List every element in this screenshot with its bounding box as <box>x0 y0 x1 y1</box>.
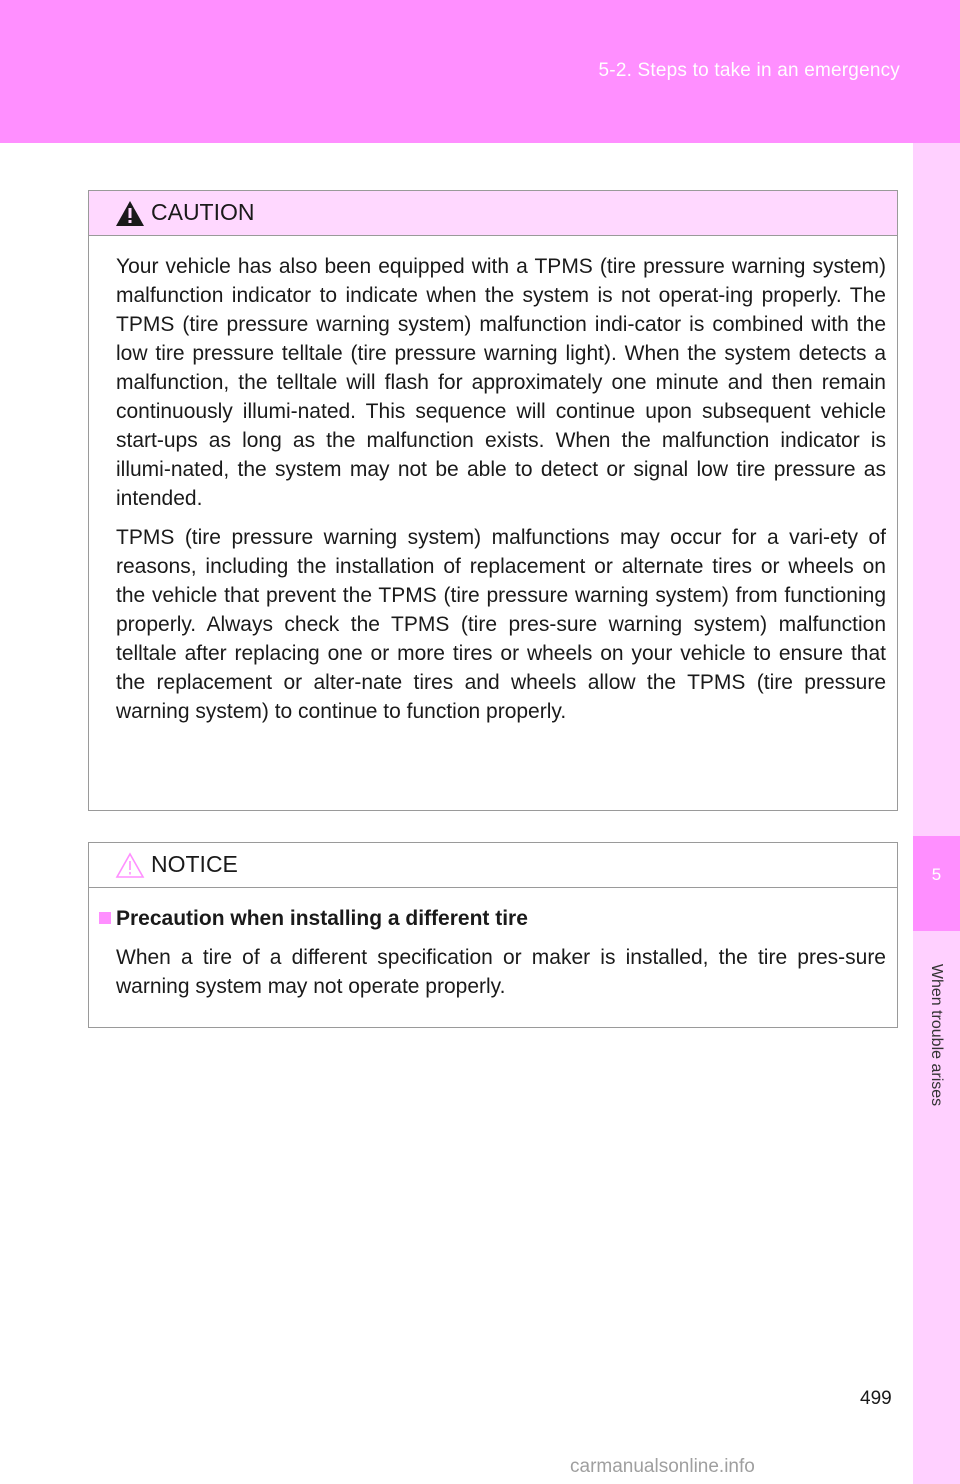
caution-box <box>88 190 898 811</box>
chapter-number: 5 <box>913 836 960 931</box>
section-title: 5-2. Steps to take in an emergency <box>598 60 900 81</box>
caution-title: CAUTION <box>151 199 255 225</box>
chapter-label: When trouble arises <box>928 963 945 1107</box>
side-tab <box>913 143 960 1484</box>
notice-subheading-text: Precaution when installing a different tire <box>116 907 528 930</box>
notice-triangle-icon <box>115 852 145 879</box>
caution-paragraph: Your vehicle has also been equipped with a TPMS (tire pressure warning system) malfunction indicator to indicate when the system is not operat-ing properly. The TPMS (tire pressure warning system) malfunction indi-cator is combined with the low tire pressure telltale (tire pressure warning light). When the system detects a malfunction, the telltale will flash for approximately one minute and then remain continuously illumi-nated. This sequence will continue upon subsequent vehicle start-ups as long as the malfunction exists. When the malfunction indicator is illumi-nated, the system may not be able to detect or signal low tire pressure as intended. <box>116 255 886 510</box>
warning-triangle-icon <box>115 200 145 227</box>
notice-paragraph: When a tire of a different specification or maker is installed, the tire pres-sure warning system may not operate properly. <box>116 946 886 998</box>
caution-header <box>89 191 897 236</box>
caution-paragraph: TPMS (tire pressure warning system) malfunctions may occur for a vari-ety of reasons, including the installation of replacement or alternate tires or wheels on the vehicle that prevent the TPMS (tire pressure warning system) from functioning properly. Always check the TPMS (tire pres-sure warning system) malfunction telltale after replacing one or more tires or wheels on your vehicle to ensure that the replacement or alter-nate tires and wheels allow the TPMS (tire pressure warning system) to continue to function properly. <box>116 526 886 723</box>
page-number: 499 <box>860 1388 892 1409</box>
notice-subheading <box>116 904 886 933</box>
notice-box <box>88 842 898 1028</box>
notice-title: NOTICE <box>151 851 238 877</box>
notice-header <box>89 843 897 888</box>
bullet-square-icon <box>99 912 111 924</box>
watermark: carmanualsonline.info <box>570 1456 755 1477</box>
